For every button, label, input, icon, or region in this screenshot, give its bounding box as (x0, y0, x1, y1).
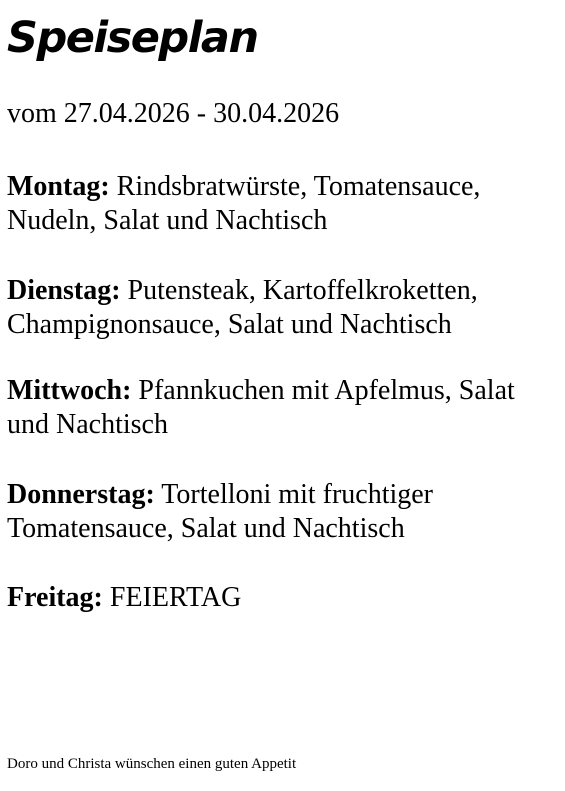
date-range: vom 27.04.2026 - 30.04.2026 (7, 98, 340, 129)
day-name: Montag: (7, 171, 110, 202)
day-menu: Pfannkuchen mit Apfelmus, Salat und Nachtisch (7, 375, 515, 440)
day-name: Donnerstag: (7, 479, 155, 510)
day-entry-wednesday (7, 374, 562, 442)
day-entry-thursday (7, 478, 562, 546)
day-menu: Rindsbratwürste, Tomatensauce, Nudeln, Salat und Nachtisch (7, 171, 481, 236)
day-menu: Tortelloni mit fruchtiger Tomatensauce, Salat und Nachtisch (7, 479, 434, 544)
day-name: Mittwoch: (7, 375, 132, 406)
day-menu: Putensteak, Kartoffelkroketten, Champignonsauce, Salat und Nachtisch (7, 275, 478, 340)
page-title: Speiseplan (7, 13, 258, 63)
day-menu: FEIERTAG (109, 582, 242, 613)
day-entry-friday (7, 581, 562, 615)
day-entry-monday (7, 170, 562, 238)
day-name: Freitag: (7, 582, 103, 613)
day-entry-tuesday (7, 274, 562, 342)
day-name: Dienstag: (7, 275, 121, 306)
footer-note: Doro und Christa wünschen einen guten Appetit (7, 756, 297, 772)
